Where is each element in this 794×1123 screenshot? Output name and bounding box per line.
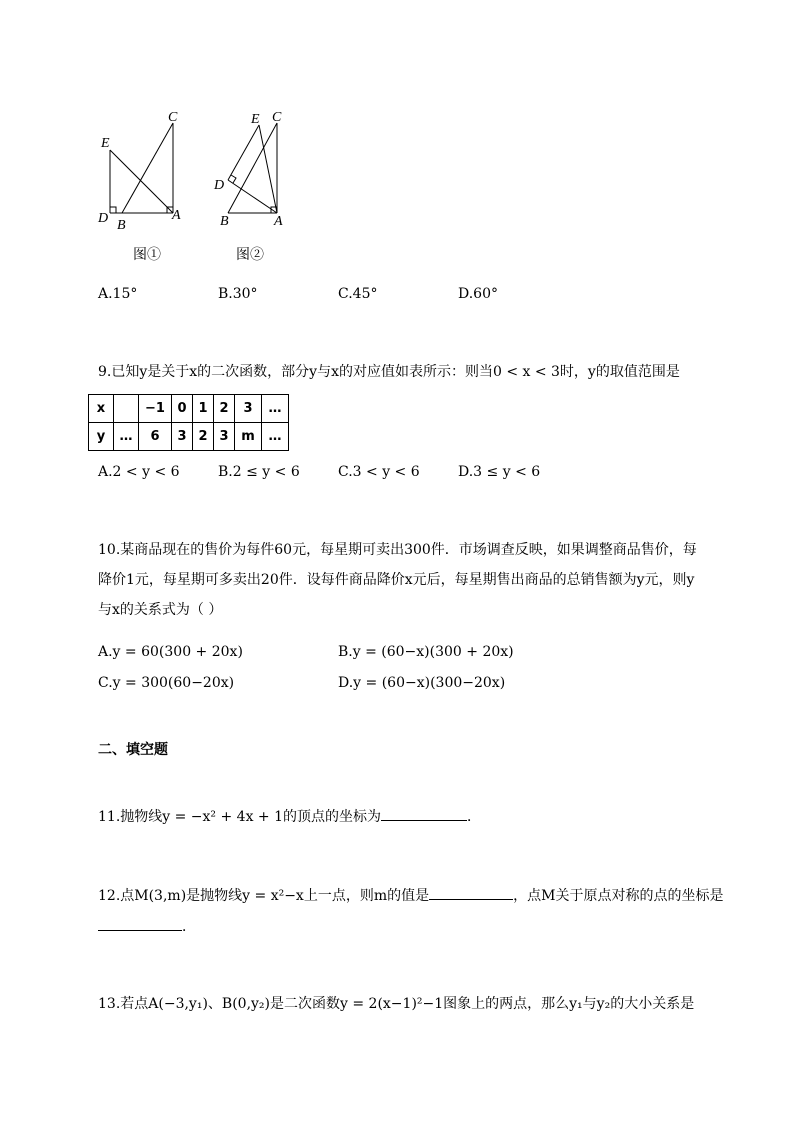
fig1-label-C: C [168,110,178,125]
q12-text-2: ，点M关于原点对称的点的坐标是 [513,888,724,904]
table-cell: … [262,395,289,423]
table-cell: y [89,423,114,451]
table-cell: … [262,423,289,451]
fig2-edge-DA [228,180,277,213]
q8-option-c: C.45° [338,286,378,302]
q10-option-a: A.y = 60(300 + 20x) [98,644,243,660]
q9-option-d: D.3 ≤ y < 6 [458,464,541,480]
fig2-caption: 图② [236,247,264,263]
figure-1 [90,105,200,235]
q8-option-d: D.60° [458,286,498,302]
fig2-label-D: D [214,178,225,193]
fig1-edge-EA [110,150,173,213]
table-cell: 3 [235,395,262,423]
q9-stem: 9.已知y是关于x的二次函数，部分y与x的对应值如表所示：则当0 < x < 3时，y的取值范围是 [98,364,680,380]
table-cell: 6 [139,423,172,451]
table-cell: 0 [172,395,193,423]
fig2-right-angle-D [231,175,236,183]
figure-2 [208,105,308,235]
q12-text: 12.点M(3,m)是抛物线y = x²−x上一点，则m的值是 [98,888,430,904]
q10-option-b: B.y = (60−x)(300 + 20x) [338,644,514,660]
fig1-label-D: D [98,211,109,226]
fig2-edge-EA [259,125,277,213]
table-cell: 2 [193,423,214,451]
fig1-caption: 图① [133,247,161,263]
q10-option-d: D.y = (60−x)(300−20x) [338,675,506,691]
q9-value-table [88,394,289,451]
table-row-y [89,423,289,451]
fig1-label-A: A [172,208,181,223]
q11-text: 11.抛物线y = −x² + 4x + 1的顶点的坐标为 [98,809,382,825]
q10-stem-line-2: 降价1元，每星期可多卖出20件．设每件商品降价x元后，每星期售出商品的总销售额为y元，则y [98,572,695,588]
table-row-x [89,395,289,423]
table-cell: m [235,423,262,451]
q11-answer-blank[interactable] [381,806,467,821]
fig1-label-B: B [117,218,126,233]
q8-option-b: B.30° [218,286,258,302]
q9-option-b: B.2 ≤ y < 6 [218,464,300,480]
q9-option-c: C.3 < y < 6 [338,464,420,480]
fig2-label-A: A [274,214,283,229]
fig2-label-B: B [220,214,229,229]
table-cell: 3 [214,423,235,451]
q8-option-a: A.15° [98,286,138,302]
q11 [98,806,481,827]
q13-text: 13.若点A(−3,y₁)、B(0,y₂)是二次函数y = 2(x−1)²−1图象上的两点，那么y₁与y₂的大小关系是 [98,996,695,1012]
fig2-edge-DE [228,125,259,180]
fig1-right-angle-D [110,207,116,213]
q10-stem-line-3: 与x的关系式为（ ） [98,602,223,618]
q12-answer-blank-1[interactable] [429,885,513,900]
fig1-label-E: E [101,136,110,151]
table-cell: … [114,423,139,451]
section-heading-fill-in: 二、填空题 [98,742,168,758]
fig2-label-E: E [251,112,260,127]
table-cell: −1 [139,395,172,423]
q10-option-c: C.y = 300(60−20x) [98,675,235,691]
q10-stem-line-1: 10.某商品现在的售价为每件60元，每星期可卖出300件．市场调查反映，如果调整商品售价，每 [98,542,697,558]
table-cell [114,395,139,423]
q12-line-1 [98,885,723,906]
fig1-edge-BC [122,123,173,213]
table-cell: 2 [214,395,235,423]
table-cell: 3 [172,423,193,451]
table-cell: 1 [193,395,214,423]
q9-option-a: A.2 < y < 6 [98,464,180,480]
q12-line-2 [98,916,196,937]
q12-answer-blank-2[interactable] [98,916,182,931]
fig2-label-C: C [272,110,282,125]
q12-end: ． [182,919,196,935]
q11-end: ． [467,809,482,825]
table-cell: x [89,395,114,423]
